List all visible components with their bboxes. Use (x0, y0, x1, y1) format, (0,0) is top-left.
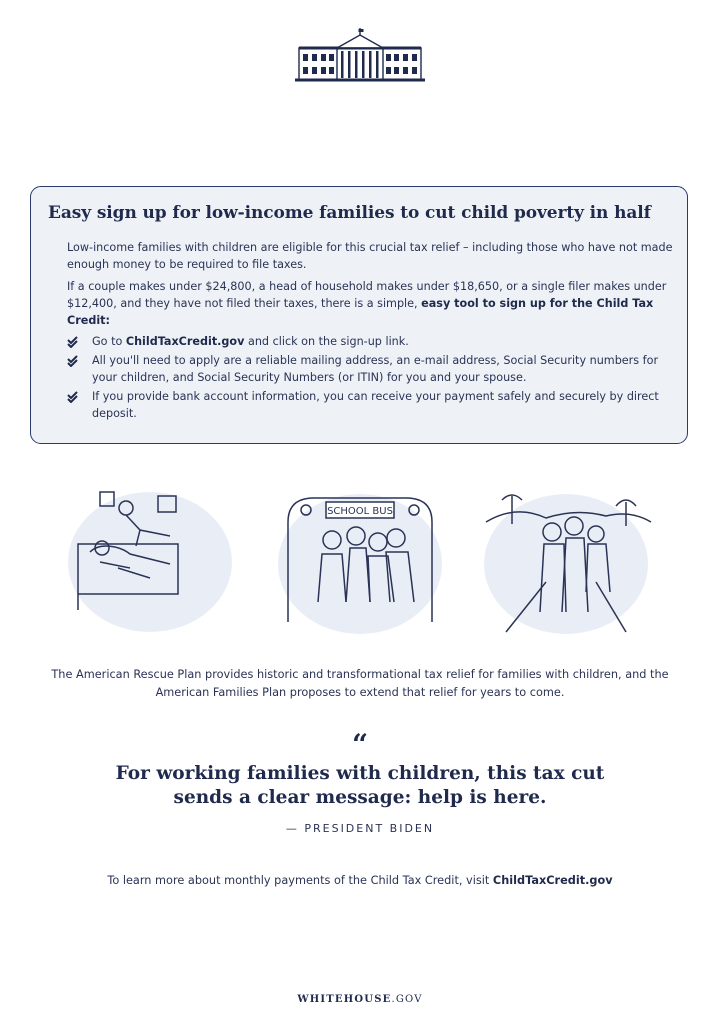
signup-info-card (30, 186, 688, 444)
quote-mark: “ (351, 728, 369, 761)
quote-attribution: — PRESIDENT BIDEN (285, 822, 435, 835)
income-paragraph (67, 278, 679, 329)
learn-more-text: To learn more about monthly payments of the Child Tax Credit, visit (107, 874, 493, 887)
card-title: Easy sign up for low-income families to cut child poverty in half (48, 203, 651, 223)
whitehouse-gov-footer[interactable] (0, 994, 720, 1005)
learn-more-line (0, 874, 720, 887)
family-bedroom-illustration (60, 482, 240, 642)
family-outdoors-illustration (476, 482, 656, 642)
footer-main: WHITEHOUSE (297, 994, 392, 1005)
school-bus-illustration (270, 482, 450, 642)
bullet-text: Go to (92, 335, 126, 348)
double-check-icon (67, 335, 80, 348)
childtaxcredit-link[interactable]: ChildTaxCredit.gov (492, 874, 613, 887)
white-house-icon (293, 26, 427, 84)
biden-quote: For working families with children, this tax cut sends a clear message: help is here. (115, 763, 605, 808)
white-house-logo (293, 26, 427, 84)
bullet-text: and click on the sign-up link. (244, 335, 409, 348)
easy-tool-text: easy tool to sign up for the Child Tax Credit: (67, 297, 654, 327)
income-text: If a couple makes under $24,800, a head of household makes under $18,650, or a single filer makes under $12,400, and they have not filed their taxes, there is a simple, (67, 280, 667, 310)
eligibility-paragraph: Low-income families with children are eligible for this crucial tax relief – including those who have not made enough money to be required to file taxes. (67, 241, 673, 271)
double-check-icon (67, 354, 80, 367)
bullet-text: If you provide bank account information, you can receive your payment safely and securely by direct deposit. (92, 390, 659, 420)
childtaxcredit-link[interactable]: ChildTaxCredit.gov (125, 335, 245, 348)
rescue-plan-caption: The American Rescue Plan provides historic and transformational tax relief for families with children, and the American Families Plan proposes to extend that relief for years to come. (51, 668, 669, 699)
bus-sign: SCHOOL BUS (327, 506, 393, 517)
bullet-text: All you'll need to apply are a reliable mailing address, an e-mail address, Social Security numbers for your children, and Social Security Numbers (or ITIN) for you and your spouse. (92, 354, 659, 384)
footer-suffix: .GOV (391, 994, 423, 1005)
double-check-icon (67, 390, 80, 403)
